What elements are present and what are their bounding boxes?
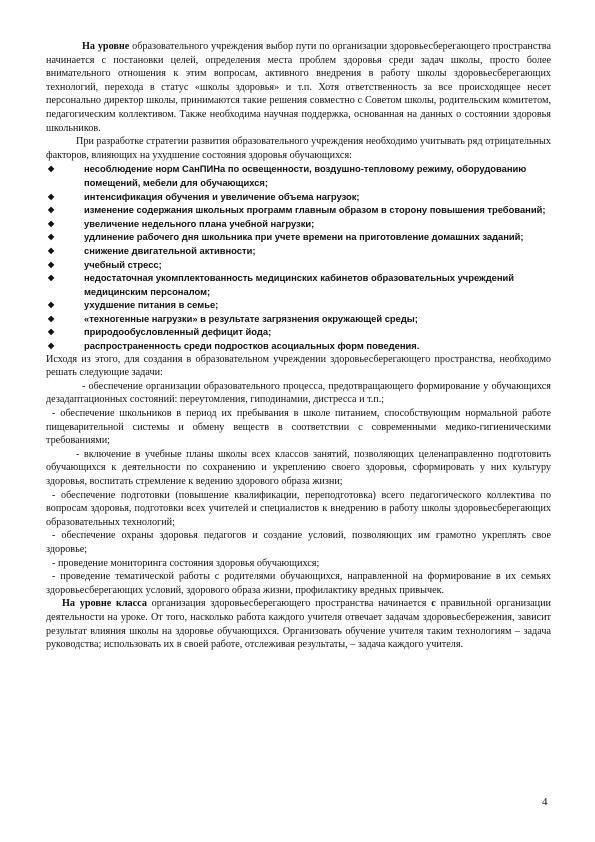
bold-lead: На уровне	[82, 41, 130, 52]
paragraph-class-level: На уровне класса организация здоровьесберегающего пространства начинается с правильной организации деятельности на уроке. От того, насколько работа каждого учителя отвечает задачам здоровьесбережения, зависит результат влияния школы на здоровье обучающихся. Организовать обучение учителя таким технологиям – задача руководства; использовать их в своей работе, отслеживая результаты, – задача каждого учителя.	[46, 598, 551, 651]
diamond-bullet-icon: ◆	[48, 205, 55, 215]
task-item: - обеспечение школьников в период их пребывания в школе питанием, способствующим нормальной работе пищеварительной системы и обмену веществ в соответствии с современными медико-гигиеническими требованиями;	[46, 408, 551, 447]
paragraph-school-level	[46, 40, 551, 135]
diamond-bullet-icon: ◆	[48, 273, 55, 283]
task-item: - включение в учебные планы школы всех классов занятий, позволяющих целенаправленно подготовить обучающихся к деятельности по сохранению и укреплению своего здоровья, сформировать у них культуру здоровья, воспитать стремление к ведению здорового образа жизни;	[46, 448, 551, 487]
paragraph-tasks-intro: Исходя из этого, для создания в образовательном учреждении здоровьесберегающего пространства, необходимо решать следующие задачи:	[46, 353, 551, 379]
list-item: ◆ «техногенные нагрузки» в результате загрязнения окружающей среды;	[48, 312, 418, 324]
list-item: ◆ ухудшение питания в семье;	[48, 299, 219, 311]
list-item: ◆ снижение двигательной активности;	[48, 244, 256, 256]
list-item: ◆ несоблюдение норм СанПИНа по освещенности, воздушно-тепловому режиму, оборудованию помещений, мебели для обучающихся;	[48, 163, 527, 188]
diamond-bullet-icon: ◆	[48, 300, 55, 310]
diamond-bullet-icon: ◆	[48, 164, 55, 174]
list-item: ◆ увеличение недельного плана учебной нагрузки;	[48, 217, 315, 229]
bold-lead: На уровне класса	[62, 598, 147, 610]
paragraph-strategy: При разработке стратегии развития образовательного учреждения необходимо учитывать ряд отрицательных факторов, влияющих на ухудшение состояния здоровья обучающихся:	[46, 136, 551, 161]
task-item: - проведение тематической работы с родителями обучающихся, направленной на формирование в их семьях здоровьесберегающих условий, здорового образа жизни, профилактику вредных привычек.	[46, 571, 551, 596]
document-page	[46, 40, 551, 652]
diamond-bullet-icon: ◆	[48, 245, 55, 255]
list-item: ◆ недостаточная укомплектованность медицинских кабинетов образовательных учреждений медицинским персоналом;	[48, 272, 515, 297]
task-item: - обеспечение организации образовательного процесса, предотвращающего формирование у обучающихся дезадаптационных состояний: переутомления, гиподинамии, дистресса и т.п.;	[46, 380, 551, 406]
diamond-bullet-icon: ◆	[48, 191, 55, 201]
diamond-bullet-icon: ◆	[48, 218, 55, 228]
factors-list	[46, 162, 551, 352]
task-item: - обеспечение подготовки (повышение квалификации, переподготовка) всего педагогического коллектива по вопросам здоровья, подготовки всех учителей и специалистов к внедрению в работу школы здоровьесберегающих образовательных технологий;	[46, 489, 551, 528]
diamond-bullet-icon: ◆	[48, 327, 55, 337]
task-item: - проведение мониторинга состояния здоровья обучающихся;	[52, 557, 320, 569]
page-number: 4	[542, 796, 548, 808]
list-item: ◆ природообусловленный дефицит йода;	[48, 326, 272, 338]
paragraph-text: образовательного учреждения выбор пути по организации здоровьесберегающего пространства начинается с постановки целей, определения места проблем здоровья среди задач школы, просто более внимательного отношения к этим вопросам, активного внедрения в работу школы здоровьесберегающих технологий, перехода в статус «школы здоровья» и т.п. Хотя ответственность за все происходящее несет персонально директор школы, принимаются такие решения совместно с Советом школы, родительским комитетом, педагогическим коллективом. Также необходима научная поддержка, основанная на данных о состоянии здоровья школьников.	[46, 41, 551, 134]
list-item: ◆ изменение содержания школьных программ главным образом в сторону повышения требований;	[48, 204, 546, 216]
diamond-bullet-icon: ◆	[48, 313, 55, 323]
diamond-bullet-icon: ◆	[48, 341, 55, 351]
list-item: ◆ учебный стресс;	[48, 258, 162, 270]
list-item: ◆ удлинение рабочего дня школьника при учете времени на приготовление домашних заданий;	[48, 231, 524, 243]
task-item: - обеспечение охраны здоровья педагогов и создание условий, позволяющих им грамотно укреплять свое здоровье;	[46, 530, 551, 555]
diamond-bullet-icon: ◆	[48, 259, 55, 269]
diamond-bullet-icon: ◆	[48, 232, 55, 242]
list-item: ◆ интенсификация обучения и увеличение объема нагрузок;	[48, 190, 360, 202]
list-item: ◆ распространенность среди подростков асоциальных форм поведения.	[48, 340, 420, 352]
